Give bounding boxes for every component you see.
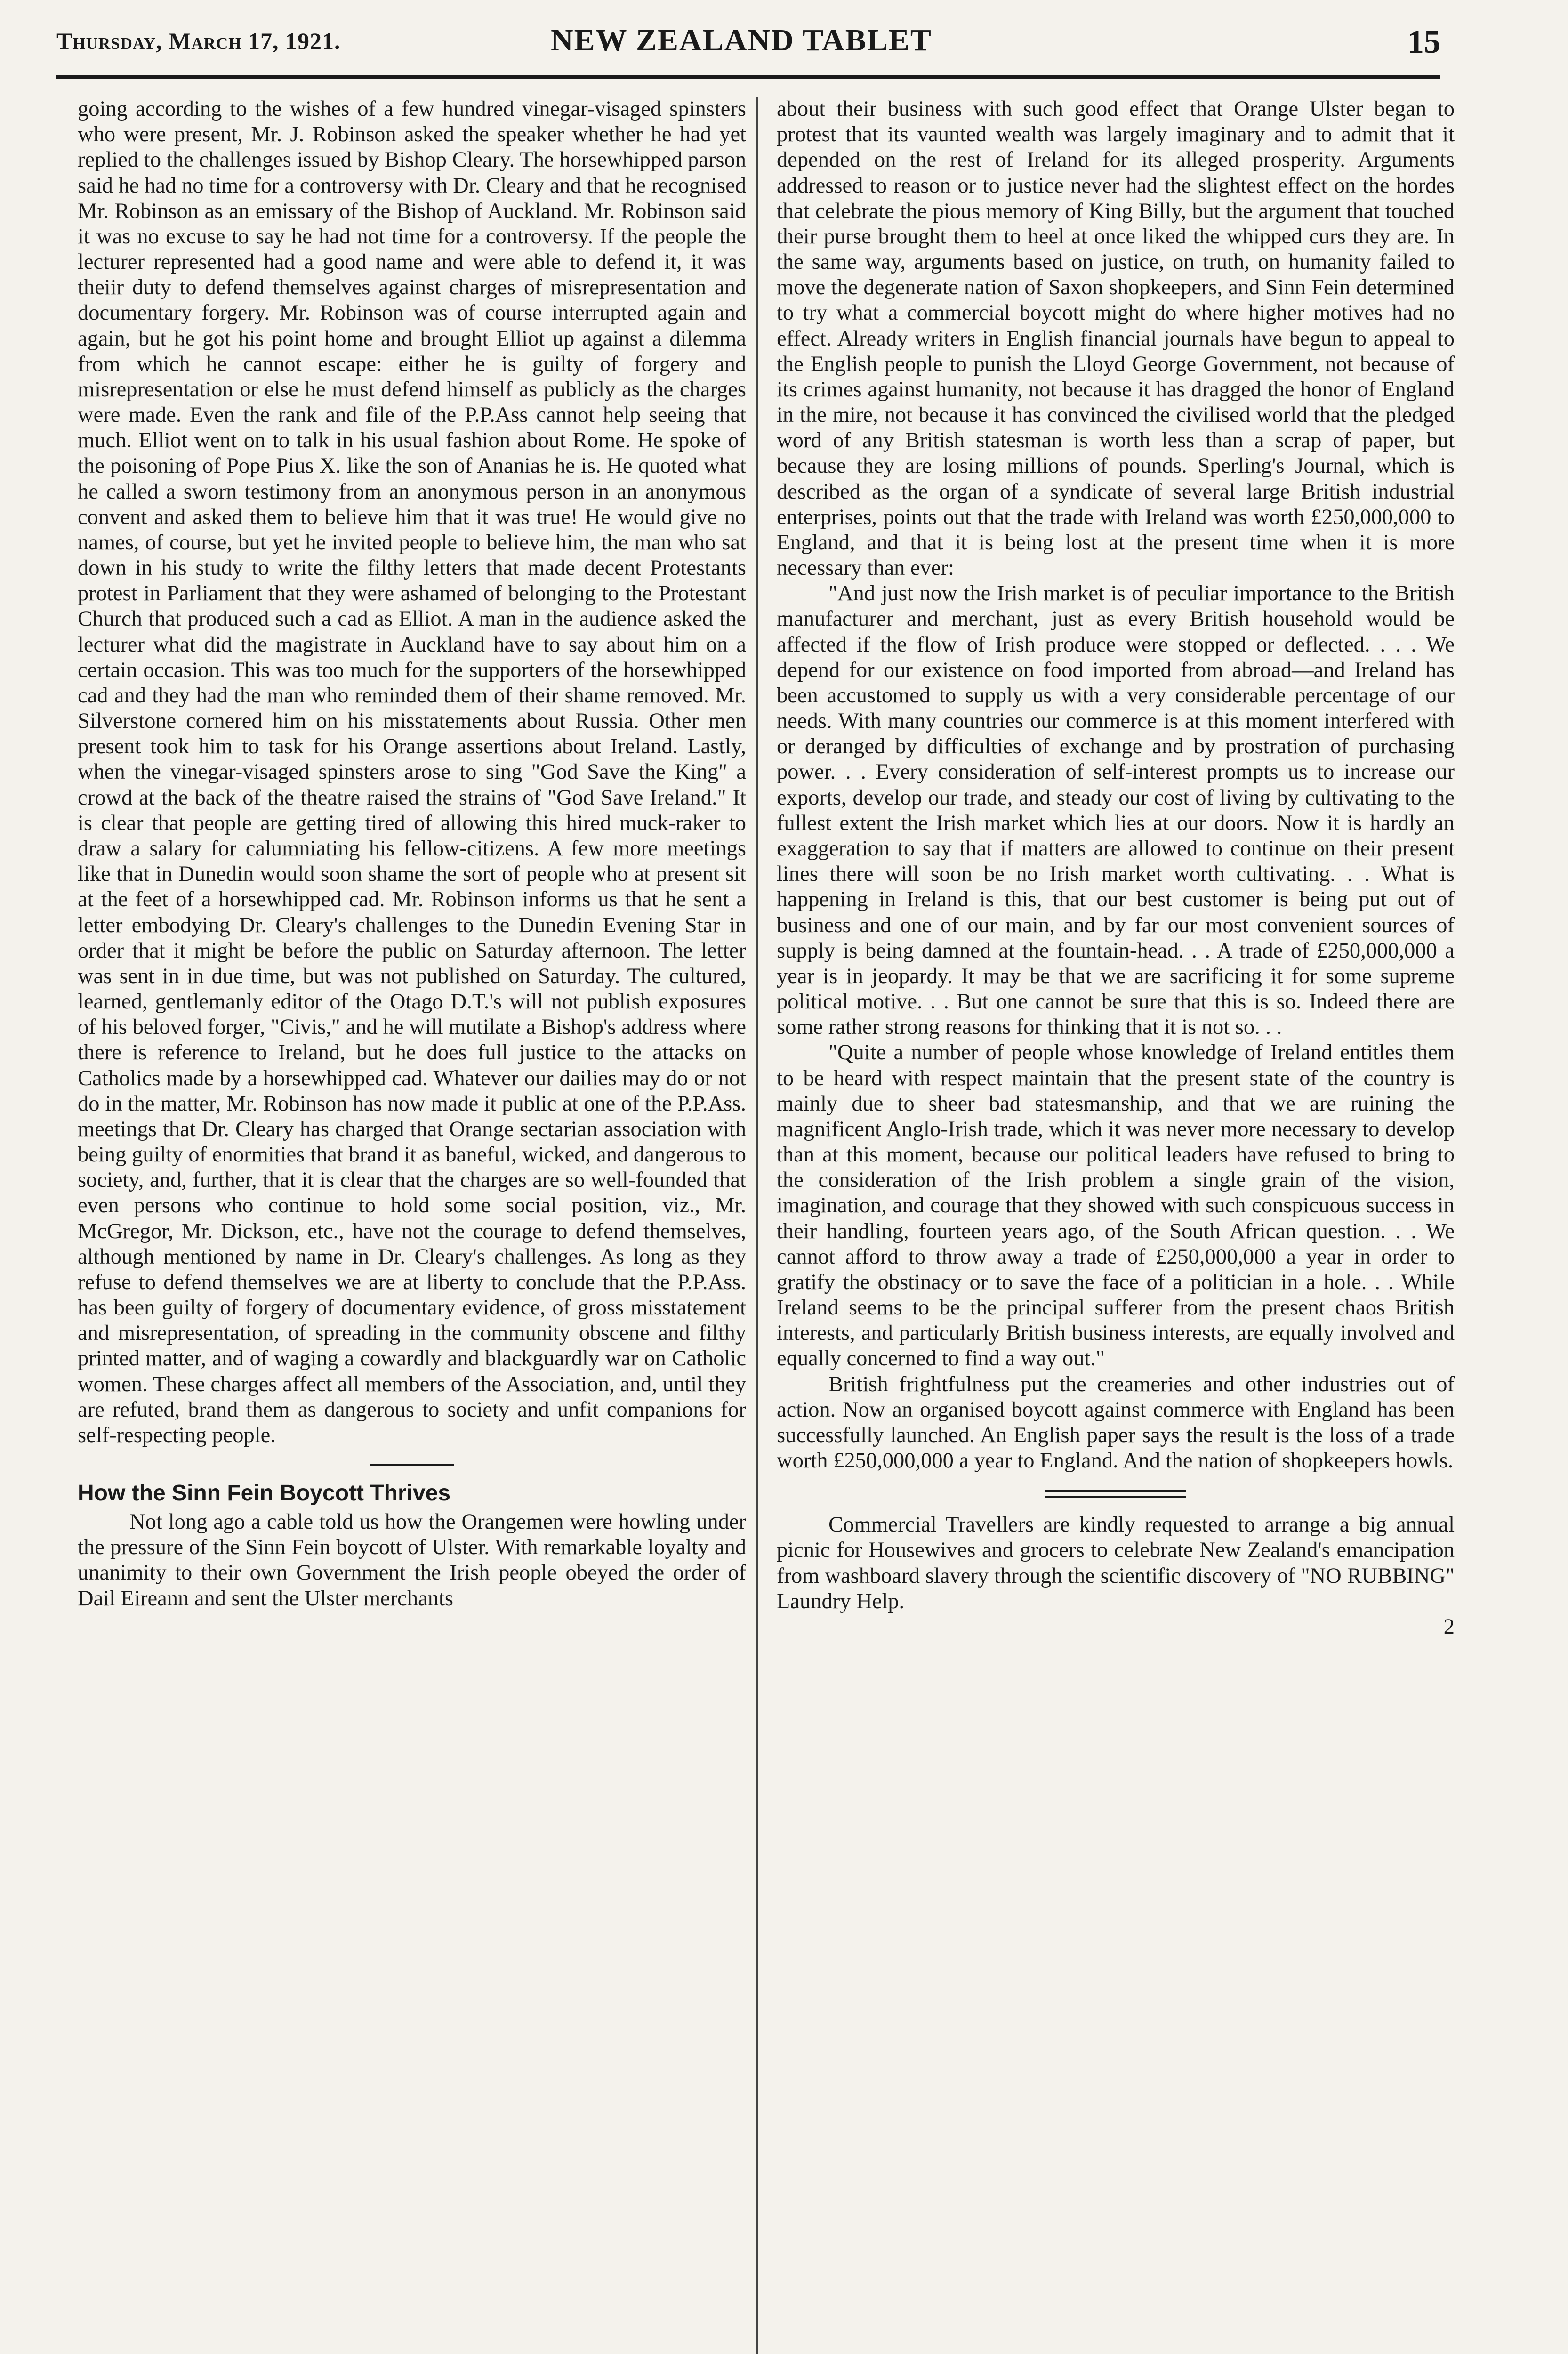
quote-1: "And just now the Irish market is of peculiar importance to the British manufacturer and merchant, just as every British household would be affected if the flow of Irish produce were stopped or deflected. . . . We depend for our existence on food imported from abroad—and Ireland has been accustomed to supply us with a very considerable percentage of our needs. With many countries our commerce is at this moment interfered with or deranged by difficulties of exchange and by prostration of purchasing power. . . Every consideration of self-interest prompts us to increase our exports, develop our trade, and steady our cost of living by cultivating to the fullest extent the Irish market which lies at our doors. Now it is hardly an exaggeration to say that if matters are allowed to continue on their present lines there will soon be no Irish market worth cultivating. . . What is happening in Ireland is this, that our best customer is being put out of business and one of our main, and by far our most convenient sources of supply is being damned at the fountain-head. . . A trade of £250,000,000 a year is in jeopardy. It may be that we are sacrificing it for some supreme political motive. . . But one cannot be sure that this is so. Indeed there are some rather strong reasons for thinking that it is not so. . . <box>777 581 1455 1040</box>
notice-divider <box>1045 1490 1186 1498</box>
issue-date: Thursday, March 17, 1921. <box>56 28 341 54</box>
left-column <box>78 97 746 1612</box>
column-divider <box>756 97 758 2354</box>
quote-2: "Quite a number of people whose knowledge of Ireland entitles them to be heard with respect maintain that the present state of the country is mainly due to sheer bad statesmanship, and that we are ruining the magnificent Anglo-Irish trade, which it was never more necessary to develop than at this moment, because our political leaders have refused to bring to the consideration of the Irish problem a single grain of the vision, imagination, and courage that they showed with such conspicuous success in their handling, fourteen years ago, of the South African question. . . We cannot afford to throw away a trade of £250,000,000 a year in order to gratify the obstinacy or to save the face of a politician in a hole. . . While Ireland seems to be the principal sufferer from the present chaos British interests, and particularly British business interests, are equally involved and equally concerned to find a way out." <box>777 1040 1455 1371</box>
laundry-notice: Commercial Travellers are kindly requested to arrange a big annual picnic for Housewives and grocers to celebrate New Zealand's emancipation from washboard slavery through the scientific discovery of "NO RUBBING" Laundry Help. <box>777 1513 1455 1613</box>
right-column <box>777 97 1455 1640</box>
notice-number: 2 <box>1443 1614 1455 1639</box>
right-paragraph-1: about their business with such good effect that Orange Ulster began to protest that its vaunted wealth was largely imaginary and to admit that it depended on the rest of Ireland for its alleged prosperity. Arguments addressed to reason or to justice never had the slightest effect on the hordes that celebrate the pious memory of King Billy, but the argument that touched their purse brought them to heel at once liked the whipped curs they are. In the same way, arguments based on justice, on truth, on humanity failed to move the degenerate nation of Saxon shopkeepers, and Sinn Fein determined to try what a commercial boycott might do where higher motives had no effect. Already writers in English financial journals have begun to appeal to the English people to punish the Lloyd George Government, not because of its crimes against humanity, not because it has dragged the honor of England in the mire, not because it has convinced the civilised world that the pledged word of any British statesman is worth less than a scrap of paper, but because they are losing millions of pounds. Sperling's Journal, which is described as the organ of a syndicate of several large British industrial enterprises, points out that the trade with Ireland was worth £250,000,000 to England, and that it is being lost at the present time when it is more necessary than ever: <box>777 97 1455 580</box>
left-paragraph-1: going according to the wishes of a few hundred vinegar-visaged spinsters who were present, Mr. J. Robinson asked the speaker whether he had yet replied to the challenges issued by Bishop Cleary. The horsewhipped parson said he had no time for a controversy with Dr. Cleary and that he recognised Mr. Robinson as an emissary of the Bishop of Auckland. Mr. Robinson said it was no excuse to say he had not time for a controversy. If the people the lecturer represented had a good name and were able to defend it, it was theiir duty to defend themselves against charges of misrepresentation and documentary forgery. Mr. Robinson was of course interrupted again and again, but he got his point home and brought Elliot up against a dilemma from which he cannot escape: either he is guilty of forgery and misrepresentation or else he must defend himself as publicly as the charges were made. Even the rank and file of the P.P.Ass cannot help seeing that much. Elliot went on to talk in his usual fashion about Rome. He spoke of the poisoning of Pope Pius X. like the son of Ananias he is. He quoted what he called a sworn testimony from an anonymous person in an anonymous convent and asked them to believe him that it was true! He would give no names, of course, but yet he invited people to believe him, the man who sat down in his study to write the filthy letters that made decent Protestants protest in Parliament that they were ashamed of belonging to the Protestant Church that produced such a cad as Elliot. A man in the audience asked the lecturer what did the magistrate in Auckland have to say about him on a certain occasion. This was too much for the supporters of the horsewhipped cad and they had the man who reminded them of their shame removed. Mr. Silverstone cornered him on his misstatements about Russia. Other men present took him to task for his Orange assertions about Ireland. Lastly, when the vinegar-visaged spinsters arose to sing "God Save the King" a crowd at the back of the theatre raised the strains of "God Save Ireland." It is clear that people are getting tired of allowing this hired muck-raker to draw a salary for calumniating his fellow-citizens. A few more meetings like that in Dunedin would soon shame the sort of people who at present sit at the feet of a horsewhipped cad. Mr. Robinson informs us that he sent a letter embodying Dr. Cleary's challenges to the Dunedin Evening Star in order that it might be before the public on Saturday afternoon. The letter was sent in in due time, but was not published on Saturday. The cultured, learned, gentlemanly editor of the Otago D.T.'s will not publish exposures of his beloved forger, "Civis," and he will mutilate a Bishop's address where there is reference to Ireland, but he does full justice to the attacks on Catholics made by a horsewhipped cad. Whatever our dailies may do or not do in the matter, Mr. Robinson has now made it public at one of the P.P.Ass. meetings that Dr. Cleary has charged that Orange sectarian association with being guilty of enormities that brand it as baneful, wicked, and dangerous to society, and, further, that it is clear that the charges are so well-founded that even persons who continue to hold some social position, viz., Mr. McGregor, Mr. Dickson, etc., have not the courage to defend themselves, although mentioned by name in Dr. Cleary's challenges. As long as they refuse to defend themselves we are at liberty to conclude that the P.P.Ass. has been guilty of forgery of documentary evidence, of gross misstatement and misrepresentation, of spreading in the community obscene and filthy printed matter, and of waging a cowardly and blackguardly war on Catholic women. These charges affect all members of the Association, and, until they are refuted, brand them as dangerous to society and unfit companions for self-respecting people. <box>78 97 746 1447</box>
section-divider <box>370 1464 454 1466</box>
publication-title: NEW ZEALAND TABLET <box>551 23 932 57</box>
masthead <box>56 19 1440 79</box>
page-number: 15 <box>1407 24 1440 60</box>
section-heading: How the Sinn Fein Boycott Thrives <box>78 1481 451 1506</box>
left-paragraph-2: Not long ago a cable told us how the Orangemen were howling under the pressure of the Sinn Fein boycott of Ulster. With remarkable loyalty and unanimity to their own Government the Irish people obeyed the order of Dail Eireann and sent the Ulster merchants <box>78 1510 746 1611</box>
right-paragraph-2: British frightfulness put the creameries and other industries out of action. Now an organised boycott against commerce with England has been successfully launched. An English paper says the result is the loss of a trade worth £250,000,000 a year to England. And the nation of shopkeepers howls. <box>777 1372 1455 1473</box>
